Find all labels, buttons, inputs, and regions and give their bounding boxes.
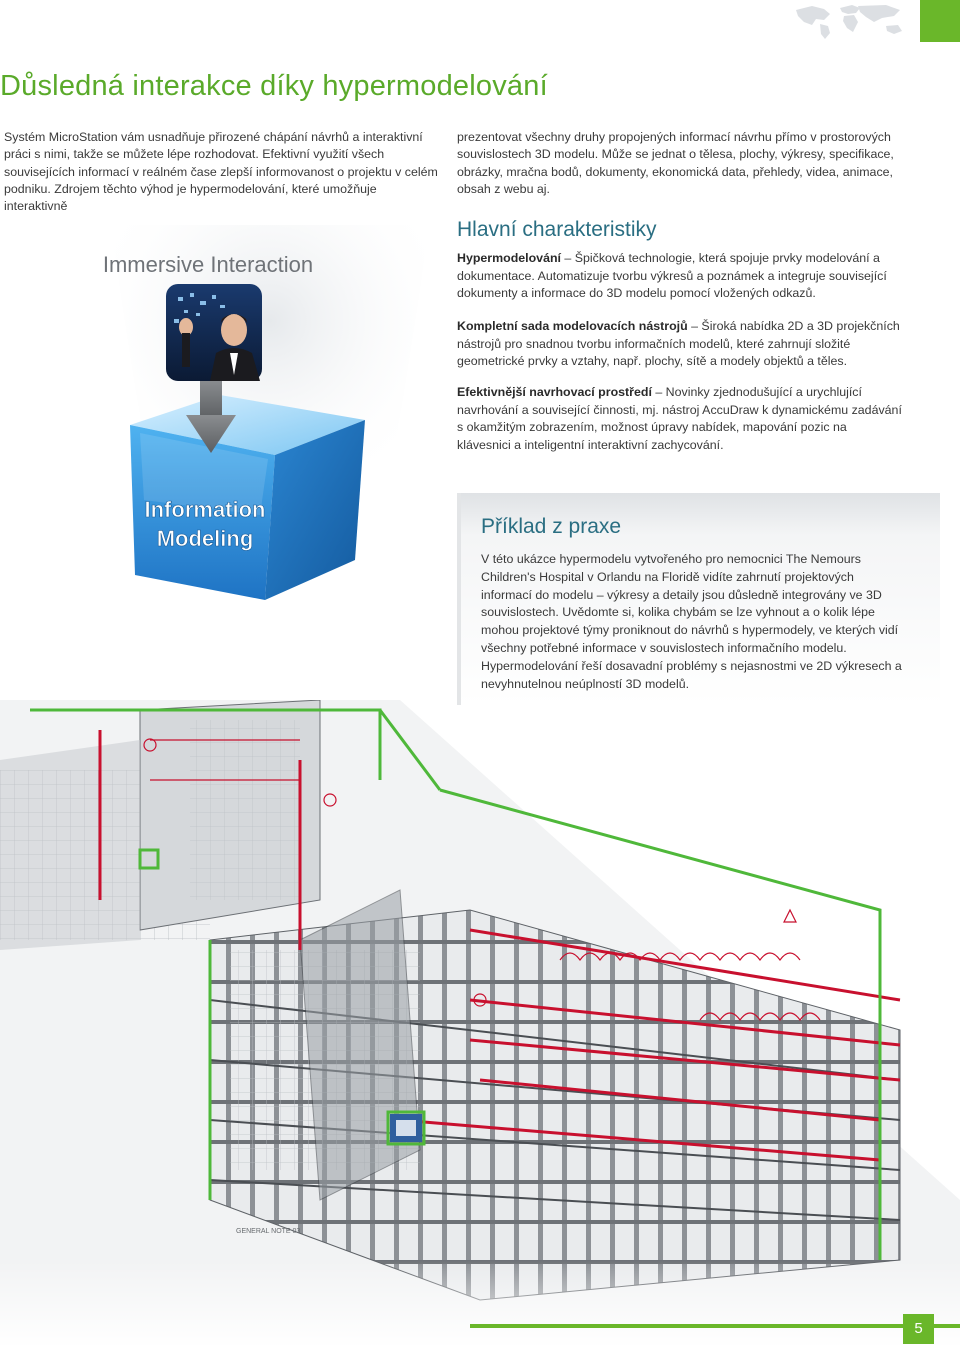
features-heading: Hlavní charakteristiky [457,218,657,241]
hospital-hypermodel-illustration [0,700,960,1348]
immersive-interaction-label: Immersive Interaction [102,252,314,277]
feature-text: – Široká nabídka 2D a 3D projekčních nástrojů pro snadnou tvorbu informačních modelů, které zahrnují složité geometrické prvky a vztahy, např. plochy, sítě a modely objektů a těles. [457,319,900,368]
cube-label-line2: Modeling [156,526,254,551]
page-number: 5 [903,1314,934,1344]
hypermodeling-graphic [100,215,440,615]
cube-label-line1: Information [144,497,266,522]
feature-item [457,384,902,454]
feature-item [457,250,902,303]
feature-term: Efektivnější navrhovací prostředí [457,385,652,399]
feature-text: – Špičková technologie, která spojuje prvky modelování a dokumentace. Automatizuje tvorbu výkresů a poznámek a integruje související dokumenty a informace do 3D modelu pomocí vložených odkazů. [457,251,887,300]
feature-term: Kompletní sada modelovacích nástrojů [457,319,688,333]
general-note-label: GENERAL NOTE 03 [236,1228,301,1235]
intro-paragraph-left: Systém MicroStation vám usnadňuje přirozené chápání návrhů a interaktivní práci s nimi, takže se můžete lépe rozhodovat. Efektivní využití všech souvisejících informací v reálném čase zlepší informovanost o projektu v celém podniku. Zdrojem těchto výhod je hypermodelování, které umožňuje interaktivně [4,130,438,214]
feature-item [457,318,902,371]
corner-accent [920,0,960,42]
feature-term: Hypermodelování [457,251,561,265]
world-map-graphic [790,0,908,40]
example-paragraph: V této ukázce hypermodelu vytvořeného pro nemocnici The Nemours Children's Hospital v Orlandu na Floridě vidíte zahrnutí projektových informací do modelu – výkresy a detaily jsou důsledně integrovány ve 3D souvislostech. Uvědomte si, kolika chybám se lze vyhnout a o kolik lépe mohou projektové týmy proniknout do návrhů s hypermodely, ve kterých vidí všechny potřebné informace v souvislostech informačního modelu. Hypermodelování řeší dosavadní problémy s nejasnostmi ve 2D výkresech a nevyhnutelnou neúplností 3D modelů. [481,552,902,691]
intro-paragraph-right: prezentovat všechny druhy propojených informací návrhu přímo v prostorových souvislostech 3D modelu. Může se jednat o tělesa, plochy, výkresy, specifikace, obrázky, mračna bodů, dokumenty, ekonomická data, přehledy, videa, animace, obsah z webu aj. [457,130,894,196]
example-title: Příklad z praxe [481,515,622,538]
feature-text: – Novinky zjednodušující a urychlující navrhování a související činnosti, mj. nástroj AccuDraw k dynamickému zadávání s okamžitým zobrazením, možnost úpravy nabídek, mapování pozic na klávesnici a inteligentní interaktivní zachycování. [457,385,902,452]
page-title: Důsledná interakce díky hypermodelování [0,70,548,102]
